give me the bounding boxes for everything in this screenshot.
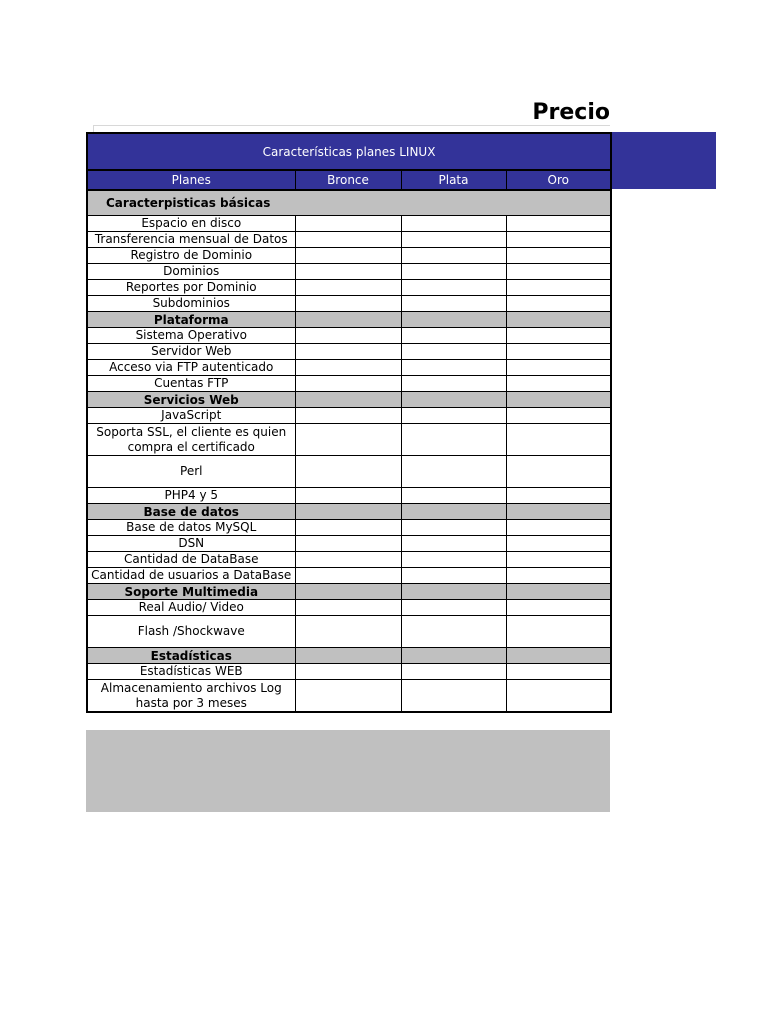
plan-cell-oro (506, 600, 611, 616)
table-row (87, 216, 611, 232)
plan-cell-bronce (295, 504, 401, 520)
feature-label: Cuentas FTP (87, 376, 295, 392)
plan-cell-plata (401, 536, 506, 552)
table-row (87, 456, 611, 488)
section-label: Servicios Web (87, 392, 295, 408)
table-row (87, 360, 611, 376)
section-row (87, 312, 611, 328)
plan-cell-bronce (295, 312, 401, 328)
section-row (87, 392, 611, 408)
table-row (87, 552, 611, 568)
feature-label: PHP4 y 5 (87, 488, 295, 504)
plan-cell-plata (401, 248, 506, 264)
plan-cell-bronce (295, 648, 401, 664)
feature-label: Cantidad de DataBase (87, 552, 295, 568)
feature-label: Acceso via FTP autenticado (87, 360, 295, 376)
section-label: Soporte Multimedia (87, 584, 295, 600)
plan-cell-bronce (295, 248, 401, 264)
feature-label: Registro de Dominio (87, 248, 295, 264)
plan-cell-plata (401, 312, 506, 328)
feature-label: DSN (87, 536, 295, 552)
plan-cell-oro (506, 456, 611, 488)
plan-cell-bronce (295, 344, 401, 360)
plan-cell-plata (401, 552, 506, 568)
plan-cell-bronce (295, 520, 401, 536)
section-row (87, 504, 611, 520)
plan-cell-bronce (295, 488, 401, 504)
table-row (87, 680, 611, 713)
table-row (87, 424, 611, 456)
table-title-row (87, 133, 611, 170)
table-row (87, 408, 611, 424)
plan-cell-oro (506, 488, 611, 504)
plan-cell-oro (506, 616, 611, 648)
plan-cell-bronce (295, 280, 401, 296)
plan-cell-oro (506, 392, 611, 408)
feature-label: JavaScript (87, 408, 295, 424)
plan-cell-plata (401, 216, 506, 232)
table-title: Características planes LINUX (87, 133, 611, 170)
plan-cell-bronce (295, 264, 401, 280)
feature-label: Transferencia mensual de Datos (87, 232, 295, 248)
table-row (87, 376, 611, 392)
table-header-row (87, 170, 611, 190)
plan-cell-bronce (295, 392, 401, 408)
plan-cell-bronce (295, 376, 401, 392)
plan-cell-plata (401, 264, 506, 280)
plan-cell-plata (401, 408, 506, 424)
footer-block (86, 730, 610, 812)
plan-cell-plata (401, 376, 506, 392)
plan-cell-bronce (295, 328, 401, 344)
plan-cell-oro (506, 536, 611, 552)
subtitle-label: Caracterpisticas básicas (87, 190, 611, 216)
plan-cell-oro (506, 328, 611, 344)
plan-cell-plata (401, 616, 506, 648)
plan-cell-bronce (295, 600, 401, 616)
plan-cell-oro (506, 312, 611, 328)
table-row (87, 568, 611, 584)
table-row (87, 520, 611, 536)
table-row (87, 296, 611, 312)
feature-label: Servidor Web (87, 344, 295, 360)
table-row (87, 248, 611, 264)
plan-cell-plata (401, 568, 506, 584)
plan-cell-oro (506, 504, 611, 520)
plan-cell-oro (506, 568, 611, 584)
grid-line (93, 125, 610, 126)
column-header-plata: Plata (401, 170, 506, 190)
plan-cell-plata (401, 600, 506, 616)
plan-cell-plata (401, 664, 506, 680)
plan-cell-bronce (295, 584, 401, 600)
table-row (87, 664, 611, 680)
feature-label: Reportes por Dominio (87, 280, 295, 296)
plan-cell-oro (506, 648, 611, 664)
plan-cell-oro (506, 264, 611, 280)
table-row (87, 264, 611, 280)
feature-label: Almacenamiento archivos Log hasta por 3 meses (87, 680, 295, 713)
plan-cell-plata (401, 488, 506, 504)
plan-cell-oro (506, 664, 611, 680)
plan-cell-plata (401, 648, 506, 664)
table-row (87, 280, 611, 296)
section-row (87, 648, 611, 664)
section-label: Estadísticas (87, 648, 295, 664)
plan-cell-plata (401, 328, 506, 344)
plan-cell-oro (506, 296, 611, 312)
feature-label: Cantidad de usuarios a DataBase (87, 568, 295, 584)
plan-cell-oro (506, 376, 611, 392)
column-header-bronce: Bronce (295, 170, 401, 190)
table-row (87, 536, 611, 552)
plan-cell-oro (506, 360, 611, 376)
feature-label: Subdominios (87, 296, 295, 312)
plan-cell-bronce (295, 360, 401, 376)
plan-cell-bronce (295, 232, 401, 248)
column-header-planes: Planes (87, 170, 295, 190)
plan-cell-oro (506, 216, 611, 232)
plan-cell-oro (506, 280, 611, 296)
plan-cell-plata (401, 360, 506, 376)
plan-cell-plata (401, 504, 506, 520)
plan-cell-bronce (295, 536, 401, 552)
plan-cell-plata (401, 456, 506, 488)
plan-cell-plata (401, 280, 506, 296)
plan-cell-plata (401, 584, 506, 600)
feature-label: Real Audio/ Video (87, 600, 295, 616)
plans-table-container (86, 132, 610, 713)
plan-cell-oro (506, 680, 611, 713)
section-row (87, 584, 611, 600)
table-row (87, 488, 611, 504)
plan-cell-oro (506, 408, 611, 424)
plan-cell-oro (506, 552, 611, 568)
table-row (87, 344, 611, 360)
feature-label: Flash /Shockwave (87, 616, 295, 648)
page-title: Precio (532, 100, 610, 125)
plan-cell-bronce (295, 616, 401, 648)
feature-label: Estadísticas WEB (87, 664, 295, 680)
plan-cell-plata (401, 680, 506, 713)
feature-label: Sistema Operativo (87, 328, 295, 344)
plan-cell-bronce (295, 456, 401, 488)
section-label: Base de datos (87, 504, 295, 520)
plan-cell-bronce (295, 568, 401, 584)
table-row (87, 328, 611, 344)
plan-cell-bronce (295, 664, 401, 680)
table-row (87, 232, 611, 248)
table-row (87, 616, 611, 648)
table-row (87, 600, 611, 616)
plan-cell-bronce (295, 408, 401, 424)
feature-label: Soporta SSL, el cliente es quien compra el certificado (87, 424, 295, 456)
plan-cell-bronce (295, 680, 401, 713)
plan-cell-bronce (295, 216, 401, 232)
plan-cell-oro (506, 584, 611, 600)
feature-label: Dominios (87, 264, 295, 280)
plan-cell-bronce (295, 296, 401, 312)
plan-cell-oro (506, 424, 611, 456)
plan-cell-plata (401, 424, 506, 456)
plan-cell-oro (506, 232, 611, 248)
plan-cell-oro (506, 248, 611, 264)
plan-cell-plata (401, 392, 506, 408)
subtitle-row (87, 190, 611, 216)
feature-label: Base de datos MySQL (87, 520, 295, 536)
plan-cell-oro (506, 520, 611, 536)
plan-cell-plata (401, 296, 506, 312)
plan-cell-bronce (295, 424, 401, 456)
plan-cell-bronce (295, 552, 401, 568)
section-label: Plataforma (87, 312, 295, 328)
plan-cell-plata (401, 232, 506, 248)
plan-cell-plata (401, 344, 506, 360)
plan-cell-plata (401, 520, 506, 536)
feature-label: Espacio en disco (87, 216, 295, 232)
plan-cell-oro (506, 344, 611, 360)
plans-table (86, 132, 612, 713)
column-header-oro: Oro (506, 170, 611, 190)
feature-label: Perl (87, 456, 295, 488)
